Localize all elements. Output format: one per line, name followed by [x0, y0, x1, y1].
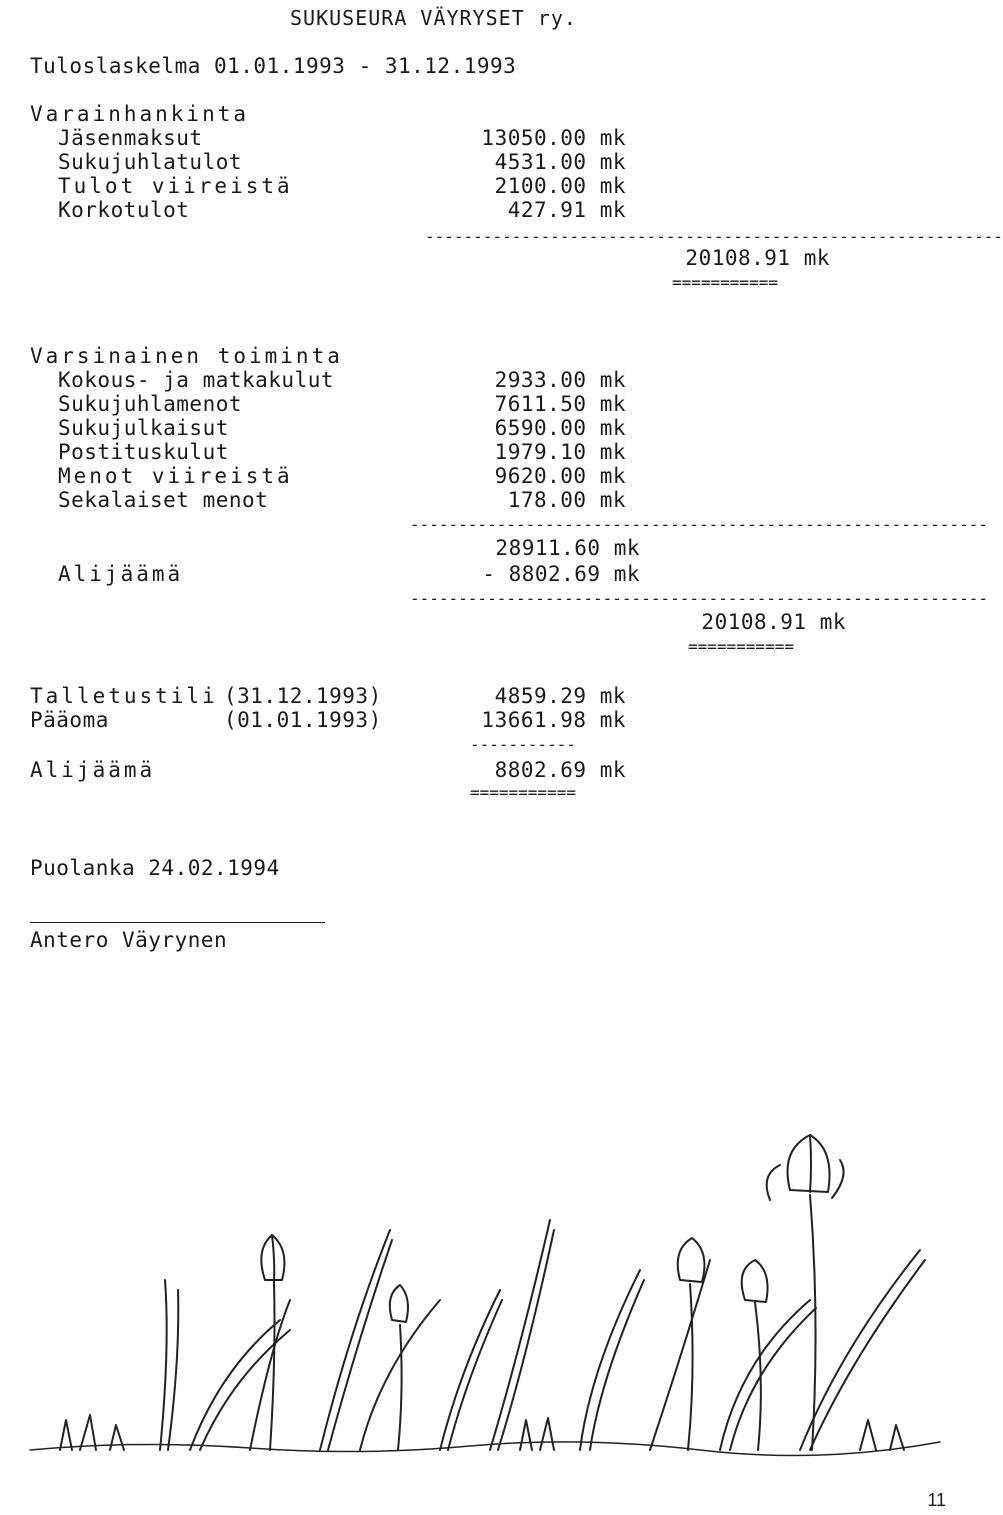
income-dash-rule: ------------------------------------------------------------	[425, 227, 1003, 246]
expense-amount-1: 2933.00 mk	[494, 368, 626, 392]
society-header: SUKUSEURA VÄYRYSET ry.	[290, 6, 577, 30]
expense-amount-6: 178.00 mk	[507, 488, 626, 512]
signer-name: Antero Väyrynen	[30, 928, 228, 952]
balance-label-1: Talletustili	[30, 684, 218, 708]
balance-label-2: Pääoma	[30, 708, 109, 732]
balance-deficit-label: Alijäämä	[30, 758, 156, 782]
income-label-1: Jäsenmaksut	[58, 126, 203, 150]
expense-label-4: Postituskulut	[58, 440, 229, 464]
income-total: 20108.91 mk	[685, 246, 830, 270]
statement-title: Tuloslaskelma 01.01.1993 - 31.12.1993	[30, 54, 517, 78]
expense-label-1: Kokous- ja matkakulut	[58, 368, 335, 392]
expense-amount-2: 7611.50 mk	[494, 392, 626, 416]
expenses-heading: Varsinainen toiminta	[30, 344, 343, 368]
expense-amount-3: 6590.00 mk	[494, 416, 626, 440]
expenses-total: 20108.91 mk	[701, 610, 846, 634]
income-amount-1: 13050.00 mk	[481, 126, 626, 150]
expense-label-3: Sukujulkaisut	[58, 416, 229, 440]
page-number: 11	[927, 1490, 946, 1510]
income-heading: Varainhankinta	[30, 102, 250, 126]
deficit-dash-rule: ------------------------------------------------------------	[410, 589, 988, 608]
expense-label-6: Sekalaiset menot	[58, 488, 269, 512]
expenses-subtotal: 28911.60 mk	[495, 536, 640, 560]
income-amount-4: 427.91 mk	[507, 198, 626, 222]
balance-amount-1: 4859.29 mk	[494, 684, 626, 708]
balance-double-rule: ===========	[470, 783, 576, 802]
expense-label-5: Menot viireistä	[58, 464, 293, 488]
income-amount-3: 2100.00 mk	[494, 174, 626, 198]
balance-date-2: (01.01.1993)	[224, 708, 382, 732]
balance-date-1: (31.12.1993)	[224, 684, 382, 708]
expense-amount-5: 9620.00 mk	[494, 464, 626, 488]
income-label-4: Korkotulot	[58, 198, 190, 222]
income-label-2: Sukujuhlatulot	[58, 150, 243, 174]
crocus-flowers-drawing	[20, 1120, 950, 1460]
balance-dash-rule: -----------	[470, 735, 576, 754]
expense-amount-4: 1979.10 mk	[494, 440, 626, 464]
income-double-rule: ===========	[672, 273, 778, 292]
expenses-double-rule: ===========	[688, 637, 794, 656]
income-label-3: Tulot viireistä	[58, 174, 293, 198]
place-date: Puolanka 24.02.1994	[30, 856, 280, 880]
expenses-deficit: - 8802.69 mk	[482, 562, 640, 586]
balance-amount-2: 13661.98 mk	[481, 708, 626, 732]
expenses-deficit-label: Alijäämä	[58, 562, 184, 586]
balance-deficit: 8802.69 mk	[494, 758, 626, 782]
expenses-dash-rule: ------------------------------------------------------------	[410, 515, 988, 534]
signature-line	[30, 922, 325, 923]
income-amount-2: 4531.00 mk	[494, 150, 626, 174]
expense-label-2: Sukujuhlamenot	[58, 392, 243, 416]
